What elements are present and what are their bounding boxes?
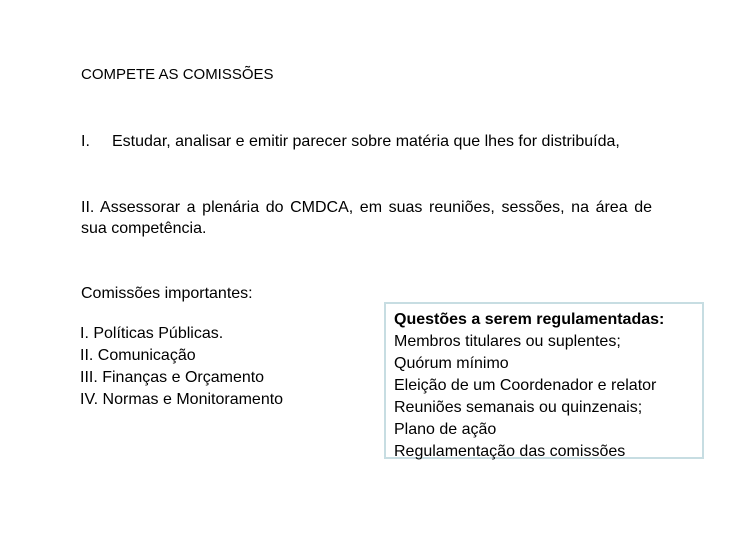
questoes-list-item: Membros titulares ou suplentes;	[394, 333, 621, 350]
questoes-list-item: Plano de ação	[394, 421, 497, 438]
questoes-list-item: Reuniões semanais ou quinzenais;	[394, 399, 643, 416]
questoes-list	[394, 331, 702, 463]
comissoes-list-item: IV. Normas e Monitoramento	[80, 391, 284, 408]
questoes-list-item: Quórum mínimo	[394, 355, 509, 372]
page-heading: COMPETE AS COMISSÕES	[81, 66, 274, 83]
item-1-number: I.	[81, 133, 90, 150]
questoes-box	[384, 302, 704, 459]
questoes-list-item: Eleição de um Coordenador e relator	[394, 377, 657, 394]
comissoes-list-item: I. Políticas Públicas.	[80, 325, 224, 342]
item-1-text: Estudar, analisar e emitir parecer sobre matéria que lhes for distribuída,	[112, 133, 620, 150]
comissoes-title: Comissões importantes:	[81, 285, 253, 302]
comissoes-list	[80, 323, 283, 411]
comissoes-list-item: III. Finanças e Orçamento	[80, 369, 265, 386]
questoes-title: Questões a serem regulamentadas:	[394, 311, 665, 328]
item-2-text: II. Assessorar a plenária do CMDCA, em suas reuniões, sessões, na área de sua competência.	[81, 199, 652, 237]
comissoes-list-item: II. Comunicação	[80, 347, 196, 364]
questoes-list-item: Regulamentação das comissões	[394, 443, 626, 460]
